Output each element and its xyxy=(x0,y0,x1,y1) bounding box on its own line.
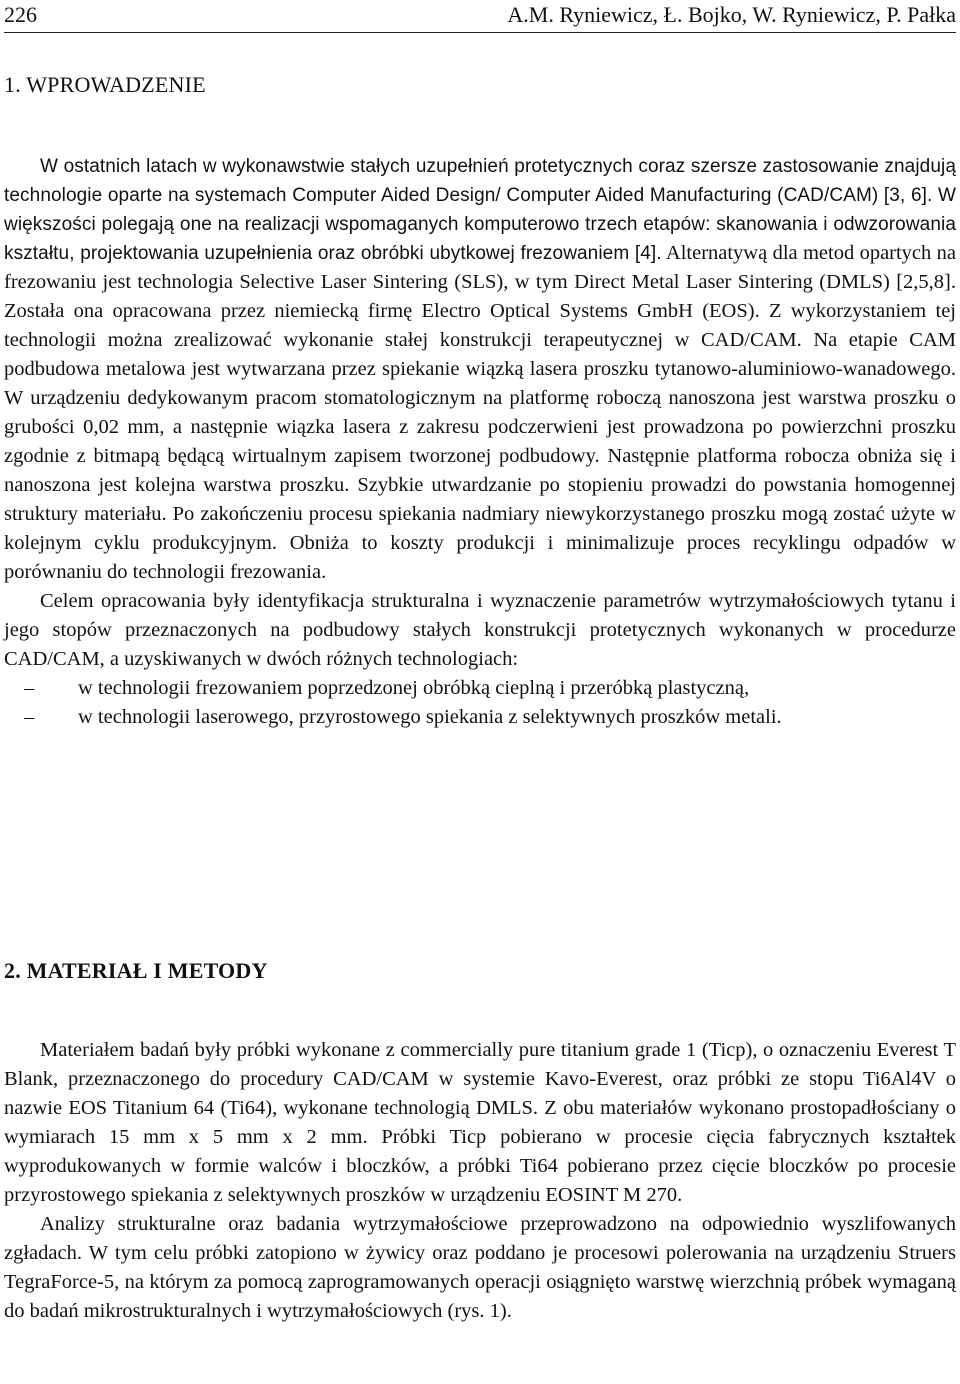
materials-paragraph-2: Analizy strukturalne oraz badania wytrzymałościowe przeprowadzono na odpowiednio wyszlifowanych zgładach. W tym celu próbki zatopiono w żywicy oraz poddano je procesowi polerowania na urządzeniu Struers TegraForce-5, na którym za pomocą zaprogramowanych operacji osiągnięto warstwę wierzchnią próbek wymaganą do badań mikrostrukturalnych i wytrzymałościowych (rys. 1). xyxy=(4,1213,956,1322)
dash-bullet-icon: – xyxy=(24,677,35,699)
materials-paragraph-1: Materiałem badań były próbki wykonane z commercially pure titanium grade 1 (Ticp), o oznaczeniu Everest T Blank, przeznaczonego do procedury CAD/CAM w systemie Kavo-Everest, oraz próbki ze stopu Ti6Al4V o nazwie EOS Titanium 64 (Ti64), wykonane technologią DMLS. Z obu materiałów wykonano prostopadłościany o wymiarach 15 mm x 5 mm x 2 mm. Próbki Ticp pobierano w procesie cięcia fabrycznych kształtek wyprodukowanych w formie walców i bloczków, a próbki Ti64 pobierano przez cięcie bloczków po procesie przyrostowego spiekania z selektywnych proszków w urządzeniu EOSINT M 270. xyxy=(4,1039,956,1206)
introduction-paragraph-1-sans-part: W ostatnich latach w wykonawstwie stałych uzupełnień protetycznych coraz szersze zastosowanie znajdują technologie oparte na systemach Computer Aided Design/ Computer Aided Manufacturing (CAD/CAM) [3, 6]. W większości polegają one na realizacji wspomaganych komputerowo trzech etapów: skanowania i odwzorowania kształtu, projektowania uzupełnienia oraz obróbki ubytkowej frezowaniem [4]. xyxy=(4,156,956,264)
running-header xyxy=(4,0,956,33)
introduction-paragraph-1 xyxy=(4,152,956,587)
list-item xyxy=(4,674,956,703)
technology-list xyxy=(4,674,956,732)
introduction-body xyxy=(4,152,956,732)
section-heading-materials-methods: 2. MATERIAŁ I METODY xyxy=(4,958,268,983)
list-item xyxy=(4,703,956,732)
list-item-text: w technologii laserowego, przyrostowego spiekania z selektywnych proszków metali. xyxy=(78,706,782,728)
running-header-authors: A.M. Ryniewicz, Ł. Bojko, W. Ryniewicz, P. Pałka xyxy=(507,2,956,27)
introduction-paragraph-1-serif-part: Alternatywą dla metod opartych na frezowaniu jest technologia Selective Laser Sintering (SLS), w tym Direct Metal Laser Sintering (DMLS) [2,5,8]. Została ona opracowana przez niemiecką firmę Electro Optical Systems GmbH (EOS). Z wykorzystaniem tej technologii można zrealizować wykonanie stałej konstrukcji terapeutycznej w CAD/CAM. Na etapie CAM podbudowa metalowa jest wytwarzana przez spiekanie wiązką lasera proszku tytanowo-aluminiowo-wanadowego. W urządzeniu dedykowanym pracom stomatologicznym na platformę roboczą nanoszona jest warstwa proszku o grubości 0,02 mm, a następnie wiązka lasera z zakresu podczerwieni jest prowadzona po powierzchni proszku zgodnie z bitmapą będącą wirtualnym zapisem tworzonej podbudowy. Następnie platforma robocza obniża się i nanoszona jest kolejna warstwa proszku. Szybkie utwardzanie po stopieniu prowadzi do powstania homogennej struktury materiału. Po zakończeniu procesu spiekania nadmiary niewykorzystanego proszku mogą zostać użyte w kolejnym cyklu produkcyjnym. Obniża to koszty produkcji i minimalizuje proces recyklingu odpadów w porównaniu do technologii frezowania. xyxy=(4,242,956,583)
list-item-text: w technologii frezowaniem poprzedzonej obróbką cieplną i przeróbką plastyczną, xyxy=(78,677,750,699)
section-heading-introduction: 1. WPROWADZENIE xyxy=(4,72,206,97)
page-number: 226 xyxy=(4,2,37,27)
dash-bullet-icon: – xyxy=(24,706,35,728)
introduction-paragraph-2: Celem opracowania były identyfikacja strukturalna i wyznaczenie parametrów wytrzymałościowych tytanu i jego stopów przeznaczonych na podbudowy stałych konstrukcji protetycznych wykonanych w procedurze CAD/CAM, a uzyskiwanych w dwóch różnych technologiach: xyxy=(4,590,956,670)
materials-methods-body xyxy=(4,1036,956,1326)
